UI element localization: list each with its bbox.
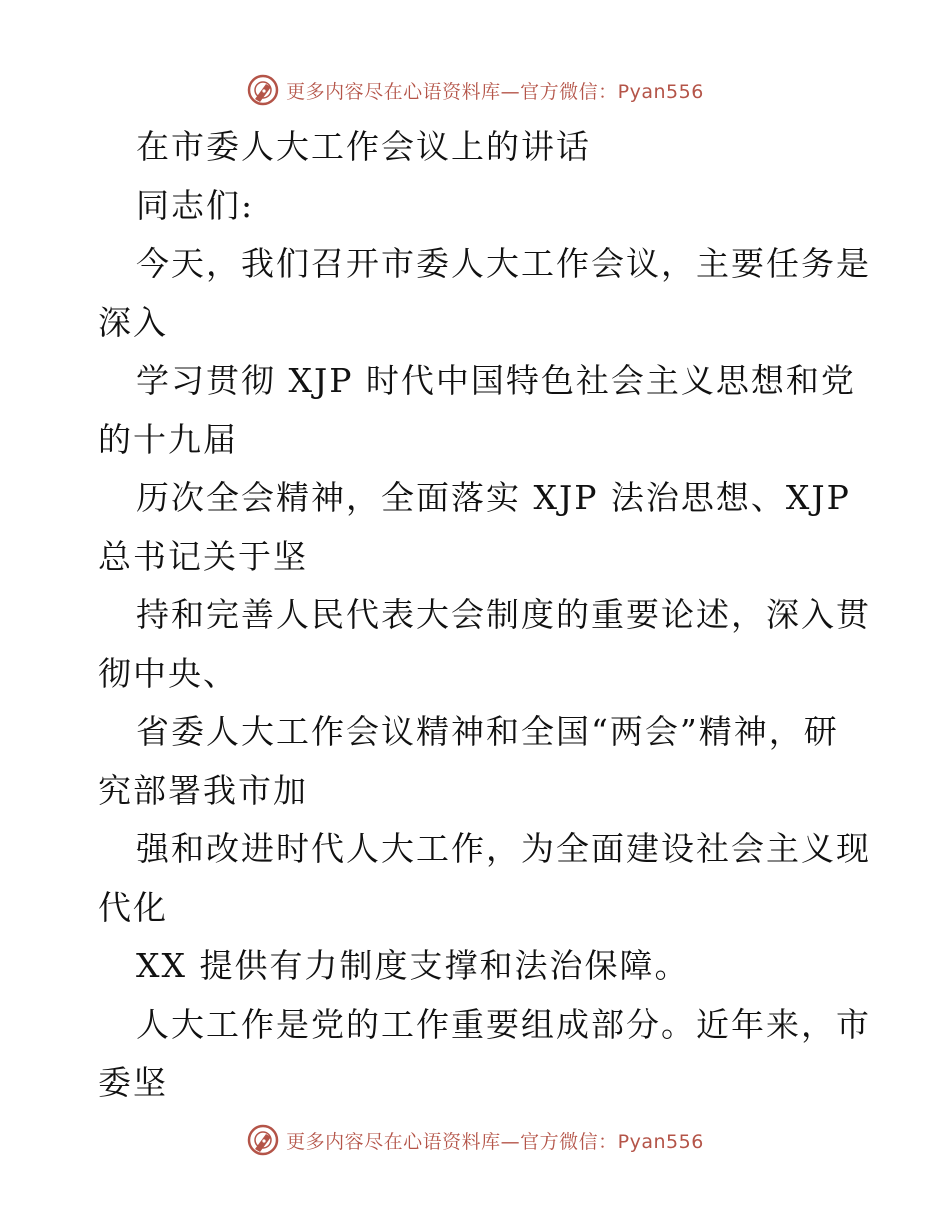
paragraph-line: 深入 xyxy=(98,302,168,342)
paragraph-line: 代化 xyxy=(98,887,168,927)
footer-banner-text: 更多内容尽在心语资料库—官方微信：Pyan556 xyxy=(286,1130,704,1153)
paragraph-line: 人大工作是党的工作重要组成部分。近年来，市 xyxy=(136,1004,871,1044)
paragraph-line: 总书记关于坚 xyxy=(98,536,308,576)
paragraph-line: XX 提供有力制度支撑和法治保障。 xyxy=(136,946,690,985)
document-title: 在市委人大工作会议上的讲话 xyxy=(136,127,591,166)
paragraph-line: 今天，我们召开市委人大工作会议，主要任务是 xyxy=(136,244,871,283)
paragraph-line: 省委人大工作会议精神和全国“两会”精神，研 xyxy=(136,712,839,751)
document-body xyxy=(98,118,871,1113)
paragraph-line: 委坚 xyxy=(98,1063,168,1102)
paragraph-line: 强和改进时代人大工作，为全面建设社会主义现 xyxy=(136,829,871,868)
paragraph-line: 的十九届 xyxy=(98,419,238,459)
header-banner xyxy=(0,70,950,110)
salutation: 同志们: xyxy=(136,185,255,225)
paragraph-line: 究部署我市加 xyxy=(98,770,308,810)
pen-nib-logo-icon xyxy=(246,1123,280,1157)
paragraph-line: 历次全会精神，全面落实 XJP 法治思想、XJP xyxy=(136,478,851,517)
header-banner-text: 更多内容尽在心语资料库—官方微信：Pyan556 xyxy=(286,80,704,103)
paragraph-line: 学习贯彻 XJP 时代中国特色社会主义思想和党 xyxy=(136,361,856,400)
paragraph-line: 持和完善人民代表大会制度的重要论述，深入贯 xyxy=(136,595,871,634)
paragraph-line: 彻中央、 xyxy=(98,653,238,693)
pen-nib-logo-icon xyxy=(246,73,280,107)
footer-banner xyxy=(0,1120,950,1160)
